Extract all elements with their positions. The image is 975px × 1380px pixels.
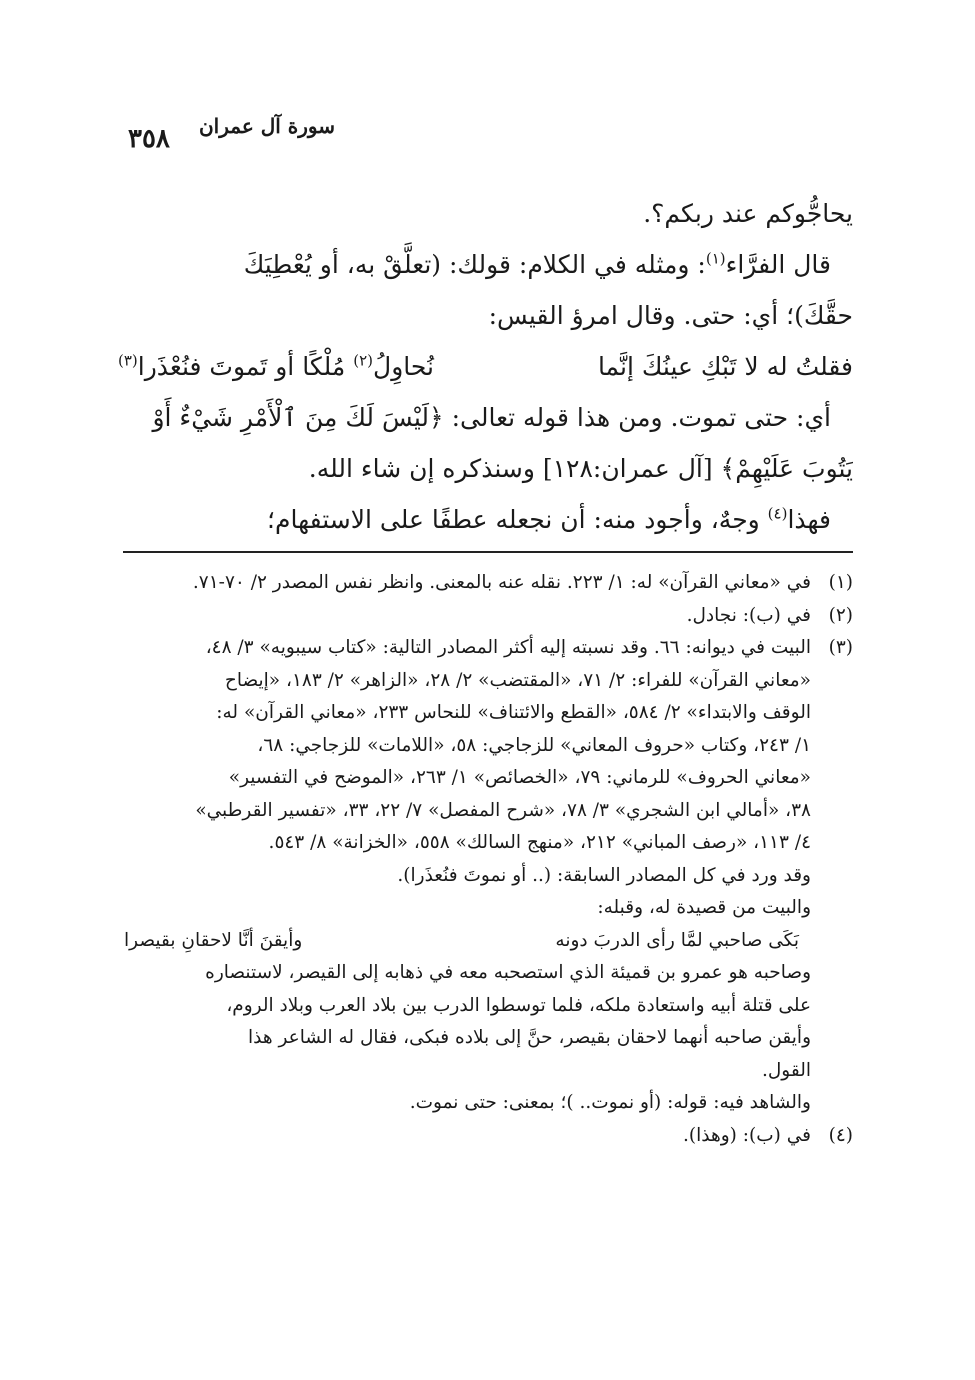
main-line: أي: حتى تموت. ومن هذا قوله تعالى: ﴿لَيْسَ لَكَ مِنَ ٱلْأَمْرِ شَيْءٌ أَوْ bbox=[152, 403, 831, 432]
verse-first-hemistich: فقلتُ له لا تَبْكِ عينُكَ إنَّما bbox=[597, 352, 853, 381]
footnote-number: (٣) bbox=[828, 637, 853, 658]
footnote-line: الوقف والابتداء» ٢/ ٥٨٤، «القطع والائتناف» للنحاس ٢٣٣، «معاني القرآن» له: bbox=[216, 702, 811, 723]
footnote-line: وصاحبه هو عمرو بن قميئة الذي استصحبه معه في ذهابه إلى القيصر، لاستنصاره bbox=[205, 962, 811, 983]
main-line: يَتُوبَ عَلَيْهِمْ﴾ [آل عمران:١٢٨] وسنذكره إن شاء الله. bbox=[308, 454, 853, 483]
verse-part: مُلْكًا أو تَموتَ فنُعْذَرا bbox=[137, 352, 354, 381]
footnote-number: (٤) bbox=[828, 1124, 853, 1146]
footnote-line: ٣٨، «أمالي ابن الشجري» ٣/ ٧٨، «شرح المفصل» ٧/ ٢٢، ٣٣، «تفسير القرطبي» bbox=[195, 799, 811, 821]
footnote-verse-first: بَكَى صاحبي لمَّا رأى الدربَ دونه bbox=[555, 929, 799, 951]
footnote-marker: (٤) bbox=[767, 504, 788, 523]
verse-second-hemistich bbox=[118, 341, 434, 392]
main-line bbox=[118, 239, 853, 290]
main-line-part: قال الفرَّاء bbox=[725, 250, 831, 279]
main-line: يحاجُّوكم عند ربكم؟. bbox=[643, 199, 853, 228]
poetry-verse bbox=[118, 341, 853, 392]
footnote-marker: (٣) bbox=[118, 351, 138, 370]
footnote-line: «معاني القرآن» للفراء: ٢/ ٧١، «المقتضب» ٢/ ٢٨، «الزاهر» ٢/ ١٨٣، «إيضاح bbox=[224, 669, 811, 691]
footnote-line: على قتلة أبيه واستعادة ملكه، فلما توسطوا الدرب بين بلاد العرب وبلاد الروم، bbox=[226, 994, 811, 1016]
main-line bbox=[118, 494, 853, 545]
main-line-part: وجهٌ، وأجود منه: أن نجعله عطفًا على الاستفهام؛ bbox=[267, 505, 768, 534]
footnote-line: القول. bbox=[761, 1059, 811, 1081]
footnote-text: في (ب): نجادل. bbox=[686, 604, 811, 626]
footnote-line: ١/ ٢٤٣، وكتاب «حروف المعاني» للزجاجي: ٥٨، «اللامات» للزجاجي: ٦٨، bbox=[257, 734, 811, 756]
footnote-verse bbox=[118, 925, 811, 958]
footnote-marker: (٢) bbox=[353, 351, 374, 370]
verse-part: نُحاوِلُ bbox=[373, 352, 434, 381]
footnote-line: والبيت من قصيدة له، وقبله: bbox=[597, 897, 811, 918]
main-text bbox=[118, 188, 853, 545]
footnote-separator bbox=[123, 551, 853, 553]
footnote-number: (١) bbox=[828, 572, 853, 593]
footnote-line: وقد ورد في كل المصادر السابقة: (.. أو نموتَ فنُعذَرا). bbox=[397, 864, 811, 886]
footnote-line: وأيقن صاحبه أنهما لاحقان بقيصر، حنَّ إلى بلاده فبكى، فقال له الشاعر هذا bbox=[247, 1027, 811, 1048]
footnotes bbox=[118, 567, 853, 1152]
footnote-line: البيت في ديوانه: ٦٦. وقد نسبته إليه أكثر المصادر التالية: «كتاب سيبويه» ٣/ ٤٨، bbox=[205, 637, 811, 658]
main-line-part: : ومثله في الكلام: قولك: (تعلَّقْ به، أو يُعْطِيَكَ bbox=[243, 250, 706, 279]
footnote-text: في «معاني القرآن» له: ١/ ٢٢٣. نقله عنه بالمعنى. وانظر نفس المصدر ٢/ ٧٠-٧١. bbox=[192, 572, 811, 593]
footnote-1 bbox=[118, 567, 853, 600]
footnote-verse-second: وأيقنَ أنَّا لاحقانِ بقيصرا bbox=[124, 929, 303, 951]
page-number: ٣٥٨ bbox=[128, 124, 170, 154]
footnote-2 bbox=[118, 600, 853, 633]
footnote-line: «معاني الحروف» للرماني: ٧٩، «الخصائص» ١/ ٢٦٣، «الموضح في التفسير» bbox=[228, 767, 811, 788]
footnote-marker: (١) bbox=[705, 249, 726, 268]
main-line-part: فهذا bbox=[787, 505, 831, 534]
footnote-number: (٢) bbox=[828, 604, 853, 626]
running-title: سورة آل عمران bbox=[198, 114, 335, 138]
footnote-4 bbox=[118, 1120, 853, 1153]
footnote-line: والشاهد فيه: قوله: (أو نموت.. )؛ بمعنى: حتى نموت. bbox=[409, 1092, 811, 1113]
footnote-line: ٤/ ١١٣، «رصف المباني» ٢١٢، «منهج السالك» ٥٥٨، «الخزانة» ٨/ ٥٤٣. bbox=[268, 832, 811, 853]
main-line: حقَّكَ)؛ أي: حتى. وقال امرؤ القيس: bbox=[488, 301, 853, 330]
footnote-3 bbox=[118, 632, 853, 1120]
footnote-text: في (ب): (وهذا). bbox=[683, 1124, 811, 1146]
